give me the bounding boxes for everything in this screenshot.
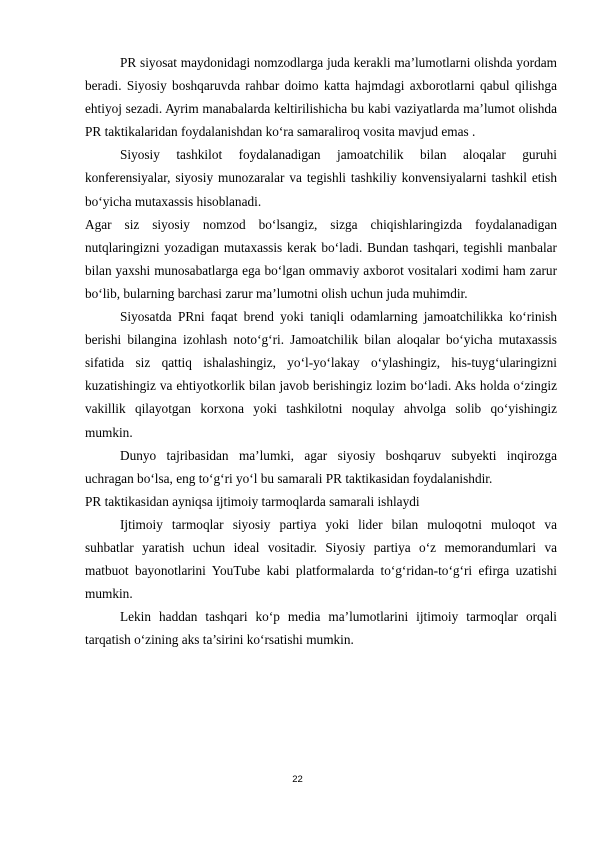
paragraph-political-organization: Siyosiy tashkilot foydalanadigan jamoatchilik bilan aloqalar guruhi konferensiyalar, siyosiy munozaralar va tegishli tashkiliy konvensiyalarni tashkil etish bo‘yicha mutaxassis hisoblanadi. — [85, 147, 557, 209]
paragraph-pr-candidates: PR siyosat maydonidagi nomzodlarga juda kerakli ma’lumotlarni olishda yordam beradi. Siyosiy boshqaruvda rahbar doimo katta hajmdagi axborotlarni qabul qilishga ehtiyoj sezadi. Ayrim manabalarda keltirilishicha bu kabi vaziyatlarda ma’lumot olishda PR taktikalaridan foydalanishdan ko‘ra samaraliroq vosita mavjud emas . — [85, 55, 557, 140]
page-number: 22 — [292, 774, 303, 785]
paragraph-world-experience: Dunyo tajribasidan ma’lumki, agar siyosiy boshqaruv subyekti inqirozga uchragan bo‘lsa, eng to‘g‘ri yo‘l bu samarali PR taktikasidan foydalanishdir. — [85, 447, 557, 486]
paragraph-political-candidate: Agar siz siyosiy nomzod bo‘lsangiz, sizga chiqishlaringizda foydalanadigan nutqlaringizni yozadigan mutaxassis kerak bo‘ladi. Bundan tashqari, tegishli manbalar bilan yaxshi munosabatlarga ega bo‘lgan ommaviy axborot vositalari xodimi ham zarur bo‘lib, bularning barchasi zarur ma’lumotni olish uchun juda muhimdir. — [85, 216, 557, 301]
paragraph-media-overload: Lekin haddan tashqari ko‘p media ma’lumotlarini ijtimoiy tarmoqlar orqali tarqatish o‘zining aks ta’sirini ko‘rsatishi mumkin. — [85, 609, 557, 648]
document-body — [85, 51, 557, 651]
paragraph-pr-in-politics: Siyosatda PRni faqat brend yoki taniqli odamlarning jamoatchilikka ko‘rinish berishi bilangina izohlash noto‘g‘ri. Jamoatchilik bilan aloqalar bo‘yicha mutaxassis sifatida siz qattiq ishalashingiz, yo‘l-yo‘lakay o‘ylashingiz, his-tuyg‘ularingizni kuzatishingiz va ehtiyotkorlik bilan javob berishingiz lozim bo‘ladi. Aks holda o‘zingiz vakillik qilayotgan korxona yoki tashkilotni noqulay ahvolga solib qo‘yishingiz mumkin. — [85, 309, 557, 440]
paragraph-social-networks-heading: PR taktikasidan ayniqsa ijtimoiy tarmoqlarda samarali ishlaydi — [85, 493, 420, 509]
paragraph-social-networks: Ijtimoiy tarmoqlar siyosiy partiya yoki lider bilan muloqotni muloqot va suhbatlar yaratish uchun ideal vositadir. Siyosiy partiya o‘z memorandumlari va matbuot bayonotlarini YouTube kabi platformalarda to‘g‘ridan-to‘g‘ri efirga uzatishi mumkin. — [85, 516, 557, 602]
